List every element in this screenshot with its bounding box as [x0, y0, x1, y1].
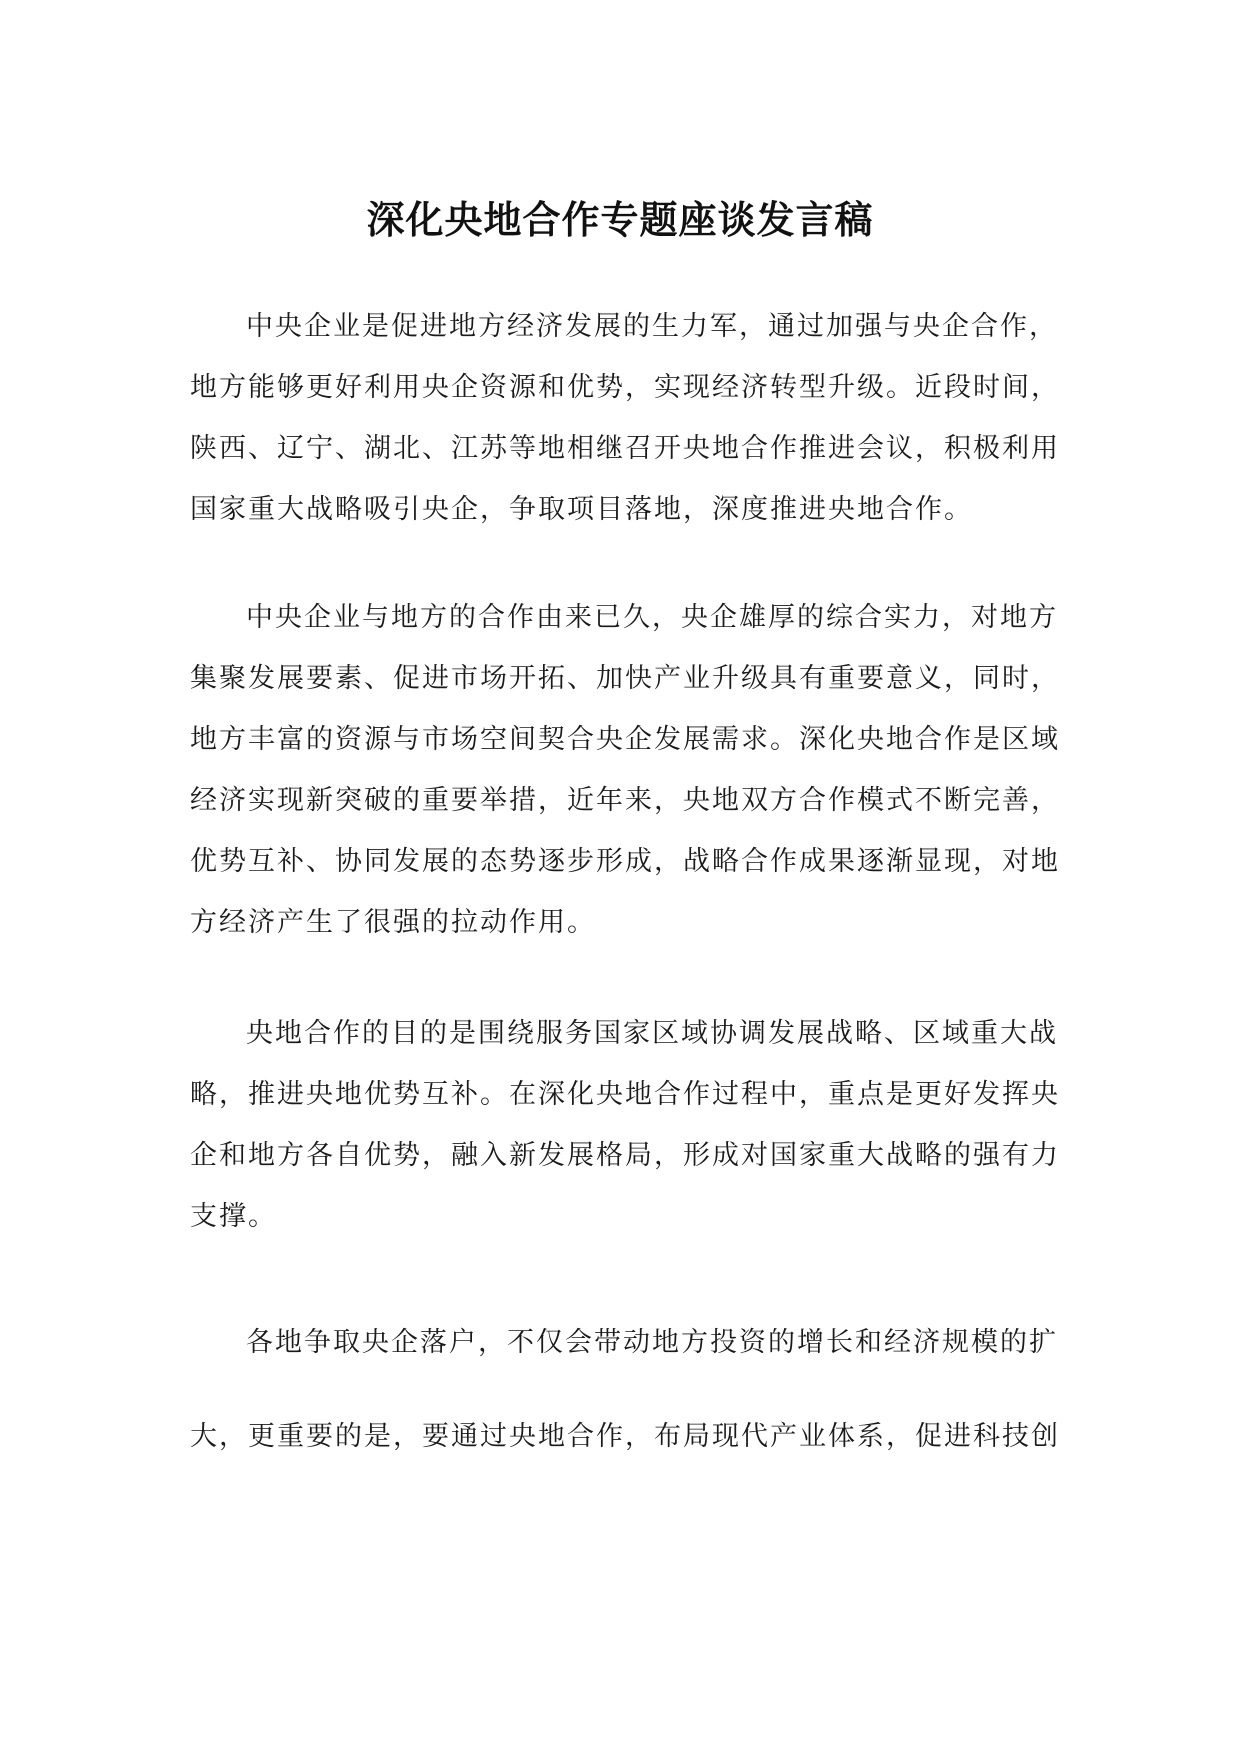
paragraph-2	[190, 587, 1058, 953]
paragraph-line: 中央企业是促进地方经济发展的生力军，通过加强与央企合作，	[246, 311, 1058, 342]
paragraph-4	[190, 1296, 1058, 1484]
paragraph-3	[190, 1003, 1058, 1247]
paragraph-line: 方经济产生了很强的拉动作用。	[190, 907, 596, 938]
paragraph-line: 优势互补、协同发展的态势逐步形成，战略合作成果逐渐显现，对地	[190, 846, 1060, 877]
paragraph-line: 经济实现新突破的重要举措，近年来，央地双方合作模式不断完善，	[190, 785, 1060, 816]
document-title: 深化央地合作专题座谈发言稿	[366, 197, 874, 242]
paragraph-line: 央地合作的目的是围绕服务国家区域协调发展战略、区域重大战	[246, 1018, 1058, 1049]
paragraph-line: 国家重大战略吸引央企，争取项目落地，深度推进央地合作。	[190, 494, 973, 525]
paragraph-line: 各地争取央企落户，不仅会带动地方投资的增长和经济规模的扩	[246, 1327, 1058, 1358]
paragraph-line: 略，推进央地优势互补。在深化央地合作过程中，重点是更好发挥央	[190, 1079, 1060, 1110]
paragraph-line: 地方丰富的资源与市场空间契合央企发展需求。深化央地合作是区域	[190, 724, 1060, 755]
paragraph-line: 集聚发展要素、促进市场开拓、加快产业升级具有重要意义，同时，	[190, 663, 1060, 694]
paragraph-1	[190, 296, 1058, 540]
paragraph-line: 中央企业与地方的合作由来已久，央企雄厚的综合实力，对地方	[246, 602, 1058, 633]
paragraph-line: 大，更重要的是，要通过央地合作，布局现代产业体系，促进科技创	[190, 1421, 1060, 1452]
paragraph-line: 陕西、辽宁、湖北、江苏等地相继召开央地合作推进会议，积极利用	[190, 433, 1060, 464]
paragraph-line: 支撑。	[190, 1201, 277, 1232]
paragraph-line: 地方能够更好利用央企资源和优势，实现经济转型升级。近段时间，	[190, 372, 1060, 403]
paragraph-line: 企和地方各自优势，融入新发展格局，形成对国家重大战略的强有力	[190, 1140, 1060, 1171]
